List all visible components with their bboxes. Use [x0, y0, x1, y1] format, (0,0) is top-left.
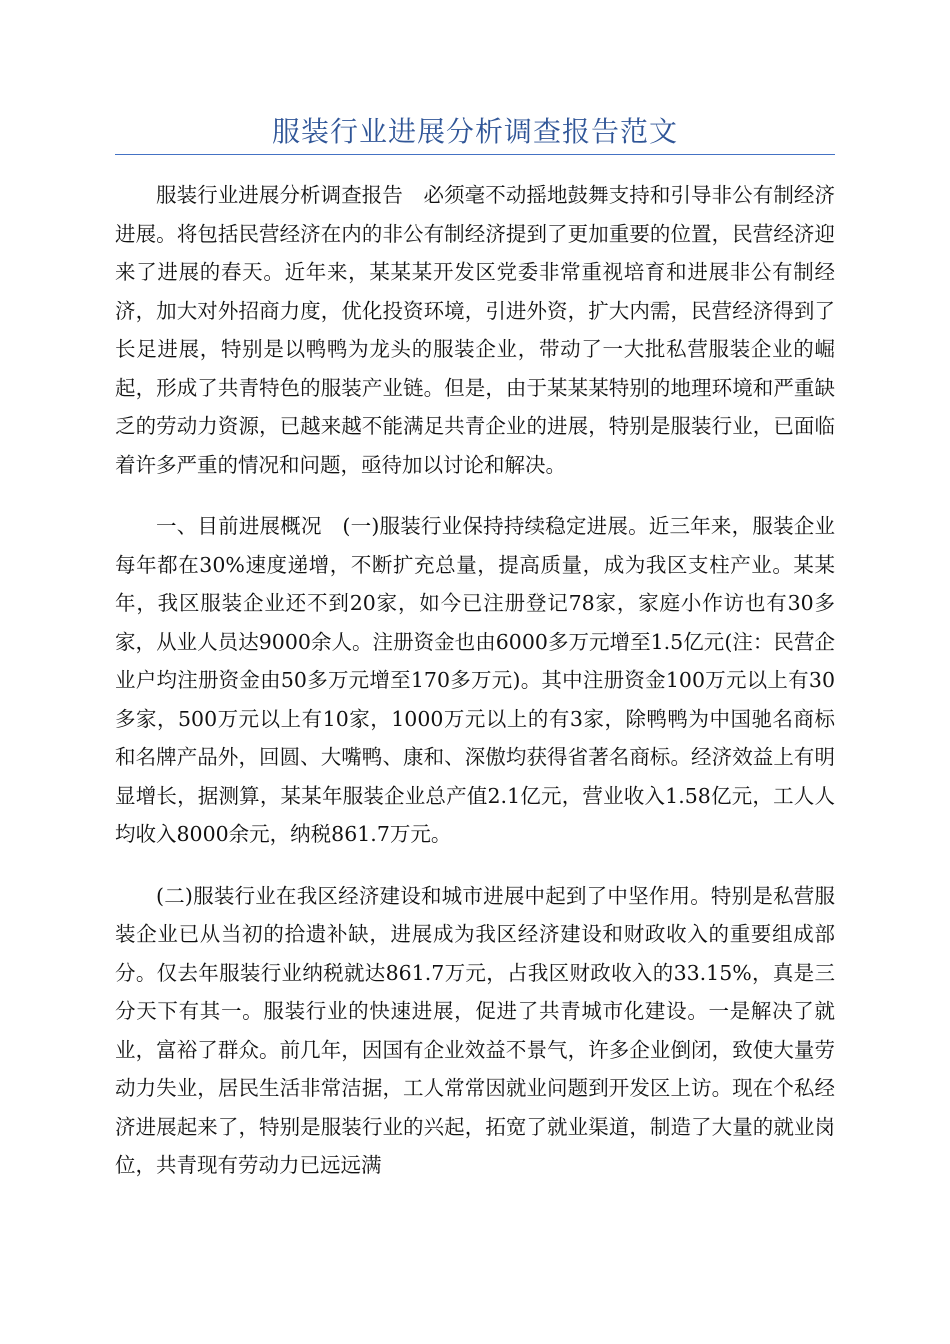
document-body [115, 176, 835, 1208]
document-title: 服装行业进展分析调查报告范文 [271, 115, 678, 148]
title-underline [115, 154, 835, 155]
paragraph-role: (二)服装行业在我区经济建设和城市进展中起到了中坚作用。特别是私营服装企业已从当初的拾遗补缺，进展成为我区经济建设和财政收入的重要组成部分。仅去年服装行业纳税就达861.7万元，占我区财政收入的33.15%，真是三分天下有其一。服装行业的快速进展，促进了共青城市化建设。一是解决了就业，富裕了群众。前几年，因国有企业效益不景气，许多企业倒闭，致使大量劳动力失业，居民生活非常洁据，工人常常因就业问题到开发区上访。现在个私经济进展起来了，特别是服装行业的兴起，拓宽了就业渠道，制造了大量的就业岗位，共青现有劳动力已远远满 [115, 883, 835, 1177]
paragraph-overview: 一、目前进展概况 (一)服装行业保持持续稳定进展。近三年来，服装企业每年都在30%速度递增，不断扩充总量，提高质量，成为我区支柱产业。某某年，我区服装企业还不到20家，如今已注册登记78家，家庭小作访也有30多家，从业人员达9000余人。注册资金也由6000多万元增至1.5亿元(注：民营企业户均注册资金由50多万元增至170多万元)。其中注册资金100万元以上有30多家，500万元以上有10家，1000万元以上的有3家，除鸭鸭为中国驰名商标和名牌产品外，回圆、大嘴鸭、康和、深傲均获得省著名商标。经济效益上有明显增长，据测算，某某年服装企业总产值2.1亿元，营业收入1.58亿元，工人人均收入8000余元，纳税861.7万元。 [115, 514, 835, 846]
paragraph-intro: 服装行业进展分析调查报告 必须毫不动摇地鼓舞支持和引导非公有制经济进展。将包括民营经济在内的非公有制经济提到了更加重要的位置，民营经济迎来了进展的春天。近年来，某某某开发区党委非常重视培育和进展非公有制经济，加大对外招商力度，优化投资环境，引进外资，扩大内需，民营经济得到了长足进展，特别是以鸭鸭为龙头的服装企业，带动了一大批私营服装企业的崛起，形成了共青特色的服装产业链。但是，由于某某某特别的地理环境和严重缺乏的劳动力资源，已越来越不能满足共青企业的进展，特别是服装行业，已面临着许多严重的情况和问题，亟待加以讨论和解决。 [115, 183, 835, 477]
